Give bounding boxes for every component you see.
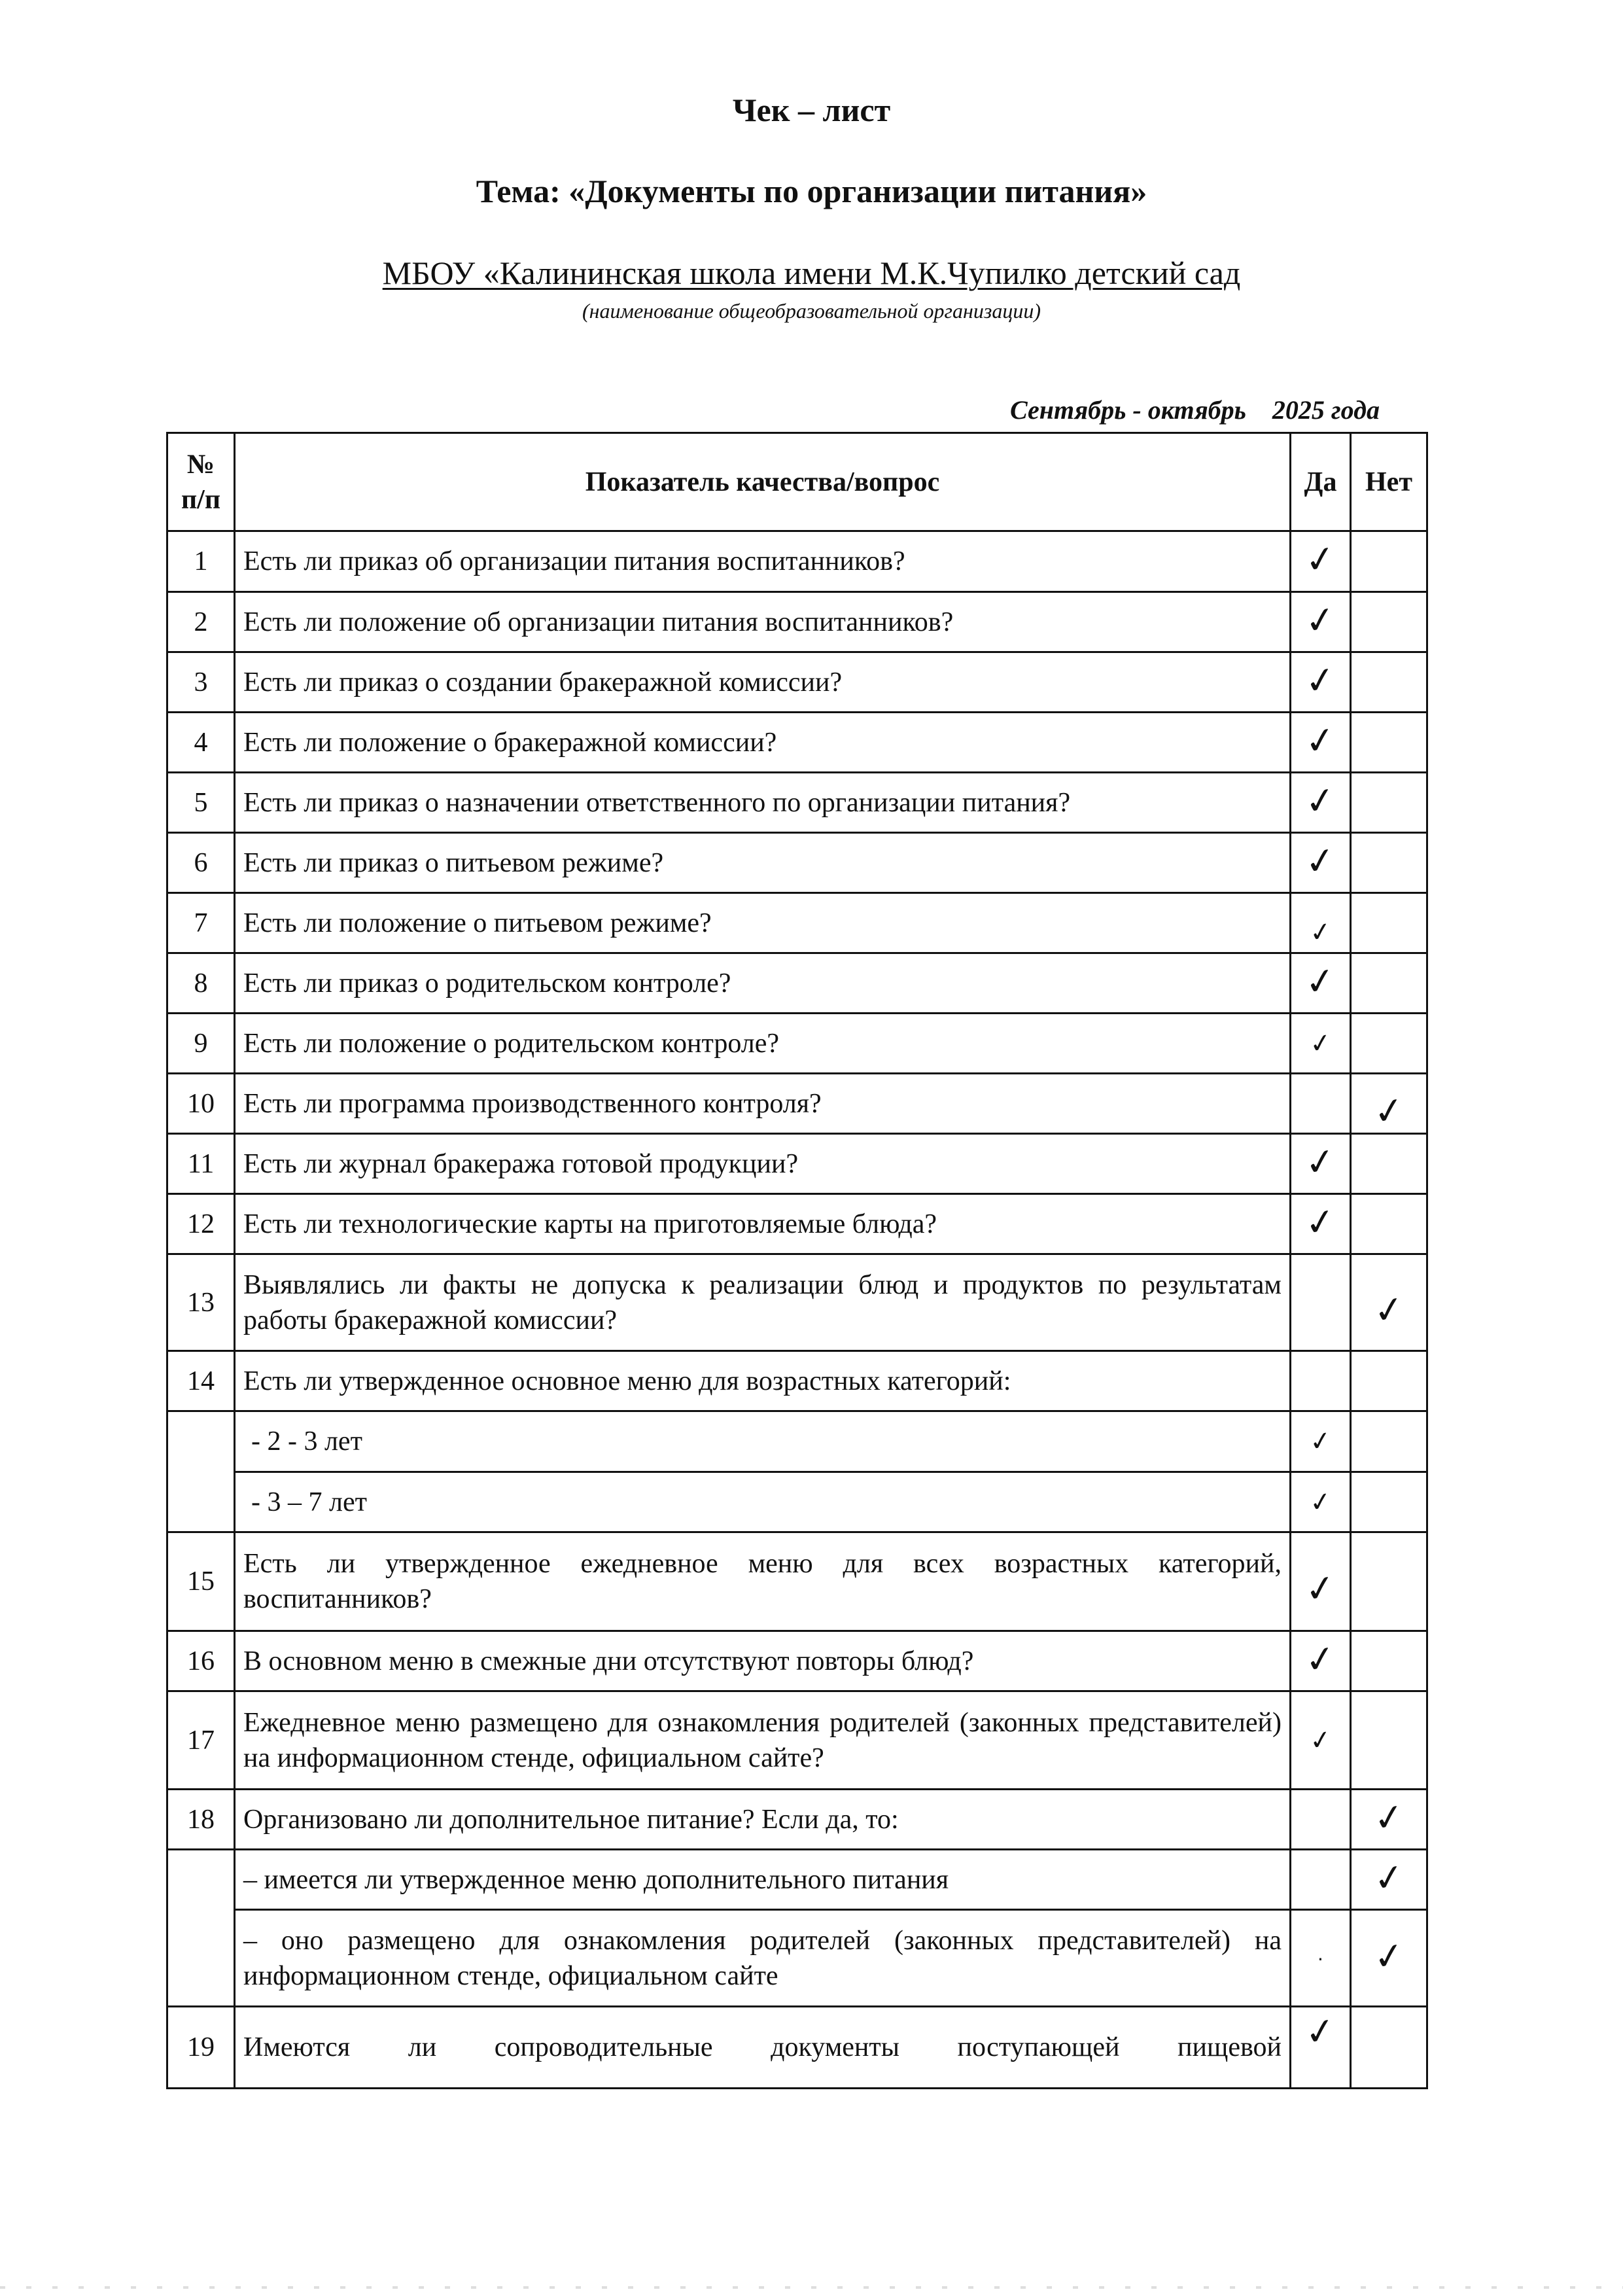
checkmark-icon: ✓ xyxy=(1370,1933,1407,1980)
checkmark-icon: ✓ xyxy=(1302,1566,1339,1612)
row-number: 11 xyxy=(167,1134,235,1194)
column-header-number-abbr: п/п xyxy=(181,484,221,515)
table-row-sub xyxy=(167,1411,1427,1472)
yes-cell[interactable] xyxy=(1291,713,1351,773)
table-row xyxy=(167,773,1427,833)
no-cell[interactable] xyxy=(1351,1351,1427,1411)
table-row-sub xyxy=(167,1910,1427,2007)
table-row xyxy=(167,1691,1427,1790)
row-question: Есть ли положение о питьевом режиме? xyxy=(235,893,1291,953)
row-question: Есть ли приказ о назначении ответственного по организации питания? xyxy=(235,773,1291,833)
row-number xyxy=(167,1850,235,2007)
yes-cell[interactable] xyxy=(1291,1194,1351,1254)
yes-cell[interactable] xyxy=(1291,1472,1351,1532)
no-cell[interactable] xyxy=(1351,1014,1427,1074)
row-question: - 2 - 3 лет xyxy=(235,1411,1291,1472)
no-cell[interactable] xyxy=(1351,1631,1427,1691)
row-number: 16 xyxy=(167,1631,235,1691)
column-header-yes: Да xyxy=(1291,433,1351,531)
no-cell[interactable] xyxy=(1351,1472,1427,1532)
table-row xyxy=(167,652,1427,713)
row-question: Есть ли положение о родительском контроле? xyxy=(235,1014,1291,1074)
row-question: Есть ли утвержденное основное меню для возрастных категорий: xyxy=(235,1351,1291,1411)
table-row xyxy=(167,833,1427,893)
checkmark-icon: ✓ xyxy=(1302,777,1339,824)
row-number: 18 xyxy=(167,1790,235,1850)
checkmark-icon: ✓ xyxy=(1302,958,1339,1005)
row-question: Имеются ли сопроводительные документы поступающей пищевой xyxy=(235,2007,1291,2089)
column-header-number xyxy=(167,433,235,531)
column-header-question: Показатель качества/вопрос xyxy=(235,433,1291,531)
row-question: Есть ли журнал бракеража готовой продукции? xyxy=(235,1134,1291,1194)
no-cell[interactable] xyxy=(1351,773,1427,833)
yes-cell[interactable] xyxy=(1291,1691,1351,1790)
organization-name xyxy=(0,254,1623,292)
no-cell[interactable] xyxy=(1351,713,1427,773)
yes-cell[interactable] xyxy=(1291,1074,1351,1134)
scan-artifact-line xyxy=(0,2286,1623,2289)
table-row xyxy=(167,1351,1427,1411)
row-question: Выявлялись ли факты не допуска к реализации блюд и продуктов по результатам работы бракеражной комиссии? xyxy=(235,1254,1291,1351)
row-question: – оно размещено для ознакомления родителей (законных представителей) на информационном стенде, официальном сайте xyxy=(235,1910,1291,2007)
checkmark-icon: ✓ xyxy=(1370,1854,1407,1901)
document-theme: Тема: «Документы по организации питания» xyxy=(476,173,1147,209)
no-cell[interactable] xyxy=(1351,1134,1427,1194)
checkmark-icon: ✓ xyxy=(1307,1424,1334,1458)
checkmark-icon: ✓ xyxy=(1302,1636,1339,1683)
table-row xyxy=(167,893,1427,953)
table-row xyxy=(167,1074,1427,1134)
organization-caption: (наименование общеобразовательной организации) xyxy=(582,299,1041,323)
row-number: 8 xyxy=(167,953,235,1014)
yes-cell[interactable] xyxy=(1291,531,1351,592)
row-question: Есть ли приказ о создании бракеражной комиссии? xyxy=(235,652,1291,713)
row-question: Есть ли приказ об организации питания воспитанников? xyxy=(235,531,1291,592)
no-cell[interactable] xyxy=(1351,1532,1427,1631)
table-row xyxy=(167,713,1427,773)
row-number: 10 xyxy=(167,1074,235,1134)
row-number: 1 xyxy=(167,531,235,592)
row-number: 14 xyxy=(167,1351,235,1411)
no-cell[interactable] xyxy=(1351,1074,1427,1134)
row-number: 6 xyxy=(167,833,235,893)
table-row xyxy=(167,2007,1427,2089)
row-number: 5 xyxy=(167,773,235,833)
table-row xyxy=(167,592,1427,652)
yes-cell[interactable] xyxy=(1291,652,1351,713)
checkmark-icon: ✓ xyxy=(1302,1139,1339,1186)
table-row xyxy=(167,1134,1427,1194)
yes-cell[interactable] xyxy=(1291,773,1351,833)
yes-cell[interactable] xyxy=(1291,893,1351,953)
table-row xyxy=(167,1254,1427,1351)
table-row-sub xyxy=(167,1850,1427,1910)
no-cell[interactable] xyxy=(1351,1850,1427,1910)
table-header-row xyxy=(167,433,1427,531)
no-cell[interactable] xyxy=(1351,2007,1427,2089)
row-number: 13 xyxy=(167,1254,235,1351)
checkmark-icon: ✓ xyxy=(1302,1199,1339,1246)
yes-cell[interactable] xyxy=(1291,1631,1351,1691)
row-question: - 3 – 7 лет xyxy=(235,1472,1291,1532)
checklist-table xyxy=(166,432,1428,2089)
yes-cell[interactable] xyxy=(1291,592,1351,652)
column-header-no: Нет xyxy=(1351,433,1427,531)
table-row xyxy=(167,1194,1427,1254)
checkmark-icon: ✓ xyxy=(1307,1485,1334,1519)
no-cell[interactable] xyxy=(1351,893,1427,953)
yes-cell[interactable] xyxy=(1291,1850,1351,1910)
row-question: Организовано ли дополнительное питание? Если да, то: xyxy=(235,1790,1291,1850)
row-number: 7 xyxy=(167,893,235,953)
checkmark-icon: ✓ xyxy=(1302,657,1339,704)
row-number: 15 xyxy=(167,1532,235,1631)
no-cell[interactable] xyxy=(1351,531,1427,592)
checkmark-icon: ✓ xyxy=(1370,1286,1407,1333)
row-question: Есть ли приказ о питьевом режиме? xyxy=(235,833,1291,893)
organization-name-text: МБОУ «Калининская школа имени М.К.Чупилко детский сад xyxy=(382,255,1241,291)
no-cell[interactable] xyxy=(1351,1194,1427,1254)
no-cell[interactable] xyxy=(1351,1691,1427,1790)
table-row xyxy=(167,1631,1427,1691)
row-question: Есть ли положение о бракеражной комиссии? xyxy=(235,713,1291,773)
yes-cell[interactable] xyxy=(1291,833,1351,893)
row-question: Есть ли технологические карты на приготовляемые блюда? xyxy=(235,1194,1291,1254)
row-question: Ежедневное меню размещено для ознакомления родителей (законных представителей) на информационном стенде, официальном сайте? xyxy=(235,1691,1291,1790)
stray-mark-icon: · xyxy=(1318,1948,1323,1970)
checkmark-icon: ✓ xyxy=(1307,915,1334,949)
checkmark-icon: ✓ xyxy=(1302,717,1339,764)
row-question: Есть ли приказ о родительском контроле? xyxy=(235,953,1291,1014)
yes-cell[interactable] xyxy=(1291,2007,1351,2089)
no-cell[interactable] xyxy=(1351,953,1427,1014)
checkmark-icon: ✓ xyxy=(1370,1794,1407,1841)
period-label: Сентябрь - октябрь 2025 года xyxy=(1010,395,1380,425)
checkmark-icon: ✓ xyxy=(1302,597,1339,644)
checkmark-icon: ✓ xyxy=(1302,838,1339,885)
row-number: 19 xyxy=(167,2007,235,2089)
table-row xyxy=(167,953,1427,1014)
yes-cell[interactable] xyxy=(1291,1411,1351,1472)
table-row xyxy=(167,531,1427,592)
no-cell[interactable] xyxy=(1351,1411,1427,1472)
yes-cell[interactable] xyxy=(1291,1790,1351,1850)
yes-cell[interactable] xyxy=(1291,1532,1351,1631)
checkmark-icon: ✓ xyxy=(1307,1723,1334,1757)
row-number: 17 xyxy=(167,1691,235,1790)
no-cell[interactable] xyxy=(1351,833,1427,893)
column-header-number-symbol: № xyxy=(186,449,215,480)
checkmark-icon: ✓ xyxy=(1370,1087,1407,1135)
no-cell[interactable] xyxy=(1351,1254,1427,1351)
no-cell[interactable] xyxy=(1351,1790,1427,1850)
table-row xyxy=(167,1014,1427,1074)
yes-cell[interactable] xyxy=(1291,1014,1351,1074)
row-number: 3 xyxy=(167,652,235,713)
row-number: 2 xyxy=(167,592,235,652)
row-number: 4 xyxy=(167,713,235,773)
row-question: Есть ли положение об организации питания воспитанников? xyxy=(235,592,1291,652)
yes-cell[interactable] xyxy=(1291,1254,1351,1351)
table-row xyxy=(167,1532,1427,1631)
row-number xyxy=(167,1411,235,1532)
checkmark-icon: ✓ xyxy=(1307,1027,1334,1060)
yes-cell[interactable] xyxy=(1291,953,1351,1014)
yes-cell[interactable] xyxy=(1291,1910,1351,2007)
checkmark-icon: ✓ xyxy=(1302,537,1339,583)
row-question: В основном меню в смежные дни отсутствуют повторы блюд? xyxy=(235,1631,1291,1691)
table-row xyxy=(167,1790,1427,1850)
no-cell[interactable] xyxy=(1351,1910,1427,2007)
row-number: 12 xyxy=(167,1194,235,1254)
row-question: Есть ли программа производственного контроля? xyxy=(235,1074,1291,1134)
yes-cell[interactable] xyxy=(1291,1134,1351,1194)
checkmark-icon: ✓ xyxy=(1302,2009,1339,2055)
document-title: Чек – лист xyxy=(732,92,891,128)
row-question: – имеется ли утвержденное меню дополнительного питания xyxy=(235,1850,1291,1910)
table-row-sub xyxy=(167,1472,1427,1532)
yes-cell[interactable] xyxy=(1291,1351,1351,1411)
no-cell[interactable] xyxy=(1351,592,1427,652)
row-number: 9 xyxy=(167,1014,235,1074)
row-question: Есть ли утвержденное ежедневное меню для всех возрастных категорий, воспитанников? xyxy=(235,1532,1291,1631)
no-cell[interactable] xyxy=(1351,652,1427,713)
